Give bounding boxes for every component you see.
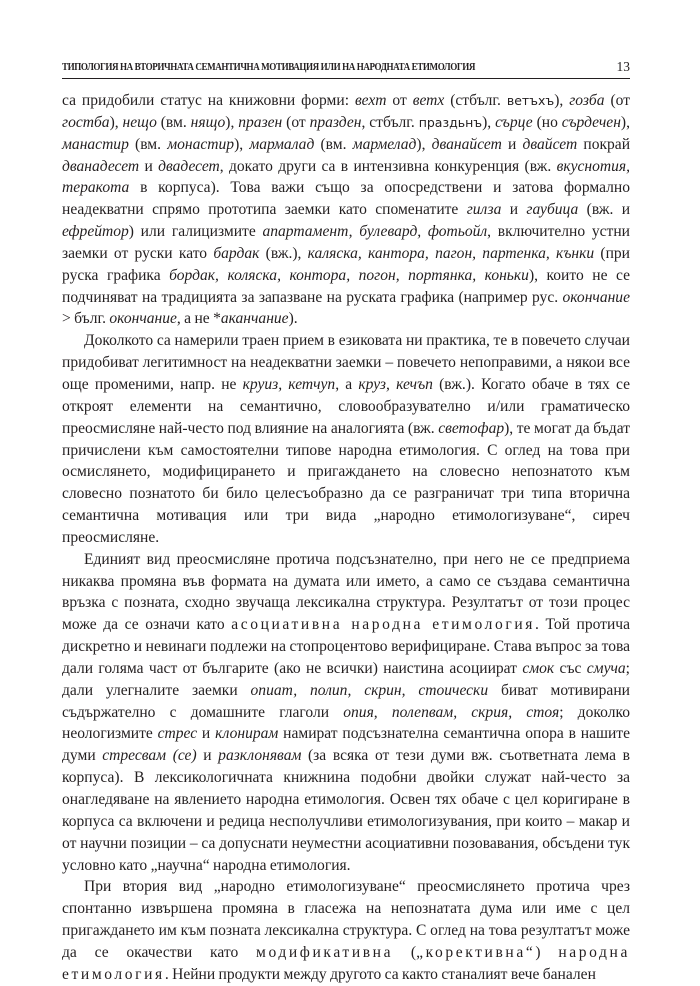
italic-term: сърце: [495, 113, 533, 131]
text-run: (при руска графика: [62, 244, 630, 284]
old-bulgarian-form: праздьнъ: [418, 114, 483, 130]
page-number: 13: [616, 59, 630, 74]
spaced-term: народна етимология: [62, 943, 630, 983]
italic-term: гостба: [62, 113, 110, 131]
paragraph: [62, 90, 630, 330]
italic-term: празден: [309, 113, 362, 131]
italic-term: стресвам (се): [102, 747, 197, 765]
italic-term: двайсет: [522, 135, 578, 153]
italic-term: вкуснотия, теракота: [62, 157, 631, 197]
text-run: ), те могат да бъдат причислени към самостоятелни типове народна етимология. С оглед на това при осмислянето, модифицирането и пригаждането на словесно непознатото към словесно познатото би било целесъобразно да се разграничат три типа вторична семантична мотивация или три вида „народно етимологизуване“, сиреч преосмисляне.: [62, 419, 630, 546]
italic-term: разклонявам: [218, 747, 302, 765]
text-run: При втория вид „народно етимологизуване“ преосмислянето протича чрез спонтанно извършена промяна в гласежа на непознатата дума или име с цел пригаждането им към позната лексикална структура. С оглед на това резултатът може да се окачестви като: [62, 878, 630, 961]
text-run: и: [139, 157, 159, 175]
text-run: в корпуса). Това важи също за опосредствени и затова формално неадекватни спрямо прототипа заемки като споменатите: [62, 179, 630, 219]
text-run: ),: [109, 113, 123, 131]
text-run: (: [393, 943, 417, 961]
italic-term: гозба: [569, 92, 605, 109]
text-run: ), които не се подчиняват на традицията за запазване на руската графика (например рус.: [62, 266, 630, 306]
italic-term: мармалад: [249, 135, 315, 153]
italic-term: мармелад: [352, 135, 417, 153]
text-run: са придобили статус на книжовни форми:: [62, 92, 355, 109]
text-run: (вж.),: [259, 244, 308, 262]
italic-term: гилза: [466, 201, 502, 219]
running-head-title: ТИПОЛОГИЯ НА ВТОРИЧНАТА СЕМАНТИЧНА МОТИВАЦИЯ ИЛИ НА НАРОДНАТА ЕТИМОЛОГИЯ: [62, 61, 475, 73]
text-run: , докато други са в интензивна конкуренция (вж.: [219, 157, 557, 175]
text-run: (но: [532, 113, 562, 131]
italic-term: круиз, кетчуп: [242, 375, 336, 393]
italic-term: стрес: [157, 725, 198, 743]
italic-term: круз, кечъп: [358, 375, 433, 393]
text-run: . Нейни продукти между другото са както станалият вече банален: [164, 965, 596, 983]
text-run: Единият вид преосмисляне протича подсъзнателно, при него не се предприема никаква промяна във формата на думата или името, а само се създава семантична връзка с позната, сходно звучаща лексикална структура. Резултатът от този процес може да се означи като: [62, 550, 630, 634]
italic-term: бардак: [213, 244, 260, 262]
italic-term: дванайсет: [431, 135, 502, 153]
text-run: (от: [604, 92, 630, 109]
text-run: , включително устни заемки от руски като: [62, 223, 630, 262]
text-run: (стбълг.: [444, 92, 507, 109]
text-run: (от: [282, 113, 310, 131]
text-run: , стбълг.: [361, 113, 419, 131]
spaced-term: асоциативна народна етимология: [231, 616, 536, 634]
italic-term: сърдечен: [561, 113, 621, 131]
italic-term: нящо: [190, 113, 226, 131]
text-run: (вм.: [128, 135, 168, 153]
italic-term: клонирам: [215, 725, 279, 743]
paragraph: [62, 876, 630, 985]
italic-term: вехт: [354, 92, 387, 109]
italic-term: опиат, полип, скрин, стоически: [250, 681, 489, 699]
text-run: ),: [482, 113, 496, 131]
text-run: ),: [416, 135, 432, 153]
text-run: ): [535, 943, 559, 961]
paragraph: [62, 330, 630, 548]
text-run: (вм.: [156, 113, 191, 131]
text-run: от: [386, 92, 413, 109]
text-run: > бълг.: [62, 310, 110, 328]
italic-term: светофар: [438, 419, 505, 437]
text-run: (вж.). Когато обаче в тях се откроят елементи на семантично, словообразувателно и/или граматическо преосмисляне най-често под влияние на аналогията (вж.: [62, 375, 630, 437]
italic-term: двадесет: [158, 157, 220, 175]
paragraph: [62, 549, 630, 877]
text-run: и: [197, 725, 216, 743]
running-head: [62, 58, 630, 79]
text-run: (за всяка от тези думи вж. съответната лема в корпуса). В лексикологичната книжнина подобни двойки служат най-често за онагледяване на явлението народна етимология. Освен тях обаче с цел коригиране в корпуса са включени и редица несполучливи етимологизувания, при които – макар и от научни позиции – са допуснати неуместни асоциативни позовавания, обсъдени тук условно като „научна“ народна етимология.: [62, 747, 631, 874]
text-run: ),: [554, 92, 570, 109]
italic-term: ветх: [412, 92, 445, 109]
italic-term: ефрейтор: [62, 223, 129, 241]
italic-term: каляска, кантора, пагон, партенка, кънки: [307, 244, 595, 262]
italic-term: смуча: [586, 659, 626, 677]
italic-term: монастир: [167, 135, 235, 153]
old-bulgarian-form: ветъхъ: [506, 93, 555, 108]
italic-term: апартамент, булевард, фотьойл: [262, 223, 488, 241]
italic-term: нещо: [122, 113, 157, 131]
text-run: със: [554, 659, 587, 677]
italic-term: смок: [522, 659, 555, 677]
text-run: Доколкото са намерили траен прием в езиковата ни практика, те в повечето случаи придобиват легитимност на неадекватни заемки – повечето непоправими, а някои все още променими, напр. не: [62, 332, 630, 393]
italic-term: празен: [238, 113, 283, 131]
italic-term: опия, полепвам, скрия, стоя: [343, 703, 560, 721]
text-run: ; доколко неологизмите: [62, 703, 630, 743]
text-run: и: [196, 747, 219, 765]
italic-term: аканчание: [220, 310, 289, 328]
text-run: , а не *: [176, 310, 221, 328]
spaced-term: модификативна: [256, 943, 394, 961]
italic-term: бордак, коляска, контора, погон, портянка, коньки: [169, 266, 529, 284]
text-run: , а: [335, 375, 359, 393]
text-run: ),: [620, 113, 630, 131]
italic-term: дванадесет: [62, 157, 140, 175]
text-run: ; дали улегналите заемки: [62, 659, 630, 699]
italic-term: окончание: [109, 310, 177, 328]
text-run: . Той протича дискретно и невинаги подлежи на стопроцентово верифициране. Става въпрос за това дали голяма част от българите (ако не всички) наистина асоциират: [62, 616, 631, 677]
italic-term: гаубица: [526, 201, 579, 219]
text-run: ).: [288, 310, 298, 328]
text-run: намират подсъзнателна семантична опора в нашите думи: [62, 725, 630, 765]
text-run: (вж. и: [578, 201, 631, 219]
text-run: ) или галицизмите: [128, 223, 263, 241]
text-run: биват мотивирани съдържателно с домашните глаголи: [62, 681, 630, 721]
spaced-term: „корективна“: [416, 943, 536, 961]
text-run: ),: [225, 113, 239, 131]
text-run: (вм.: [314, 135, 353, 153]
italic-term: окончание: [562, 288, 630, 306]
text-run: и: [501, 201, 527, 219]
text-run: и: [501, 135, 523, 153]
text-run: покрай: [577, 135, 631, 153]
text-run: ),: [234, 135, 250, 153]
italic-term: манастир: [62, 135, 129, 153]
body-text: [62, 90, 630, 986]
